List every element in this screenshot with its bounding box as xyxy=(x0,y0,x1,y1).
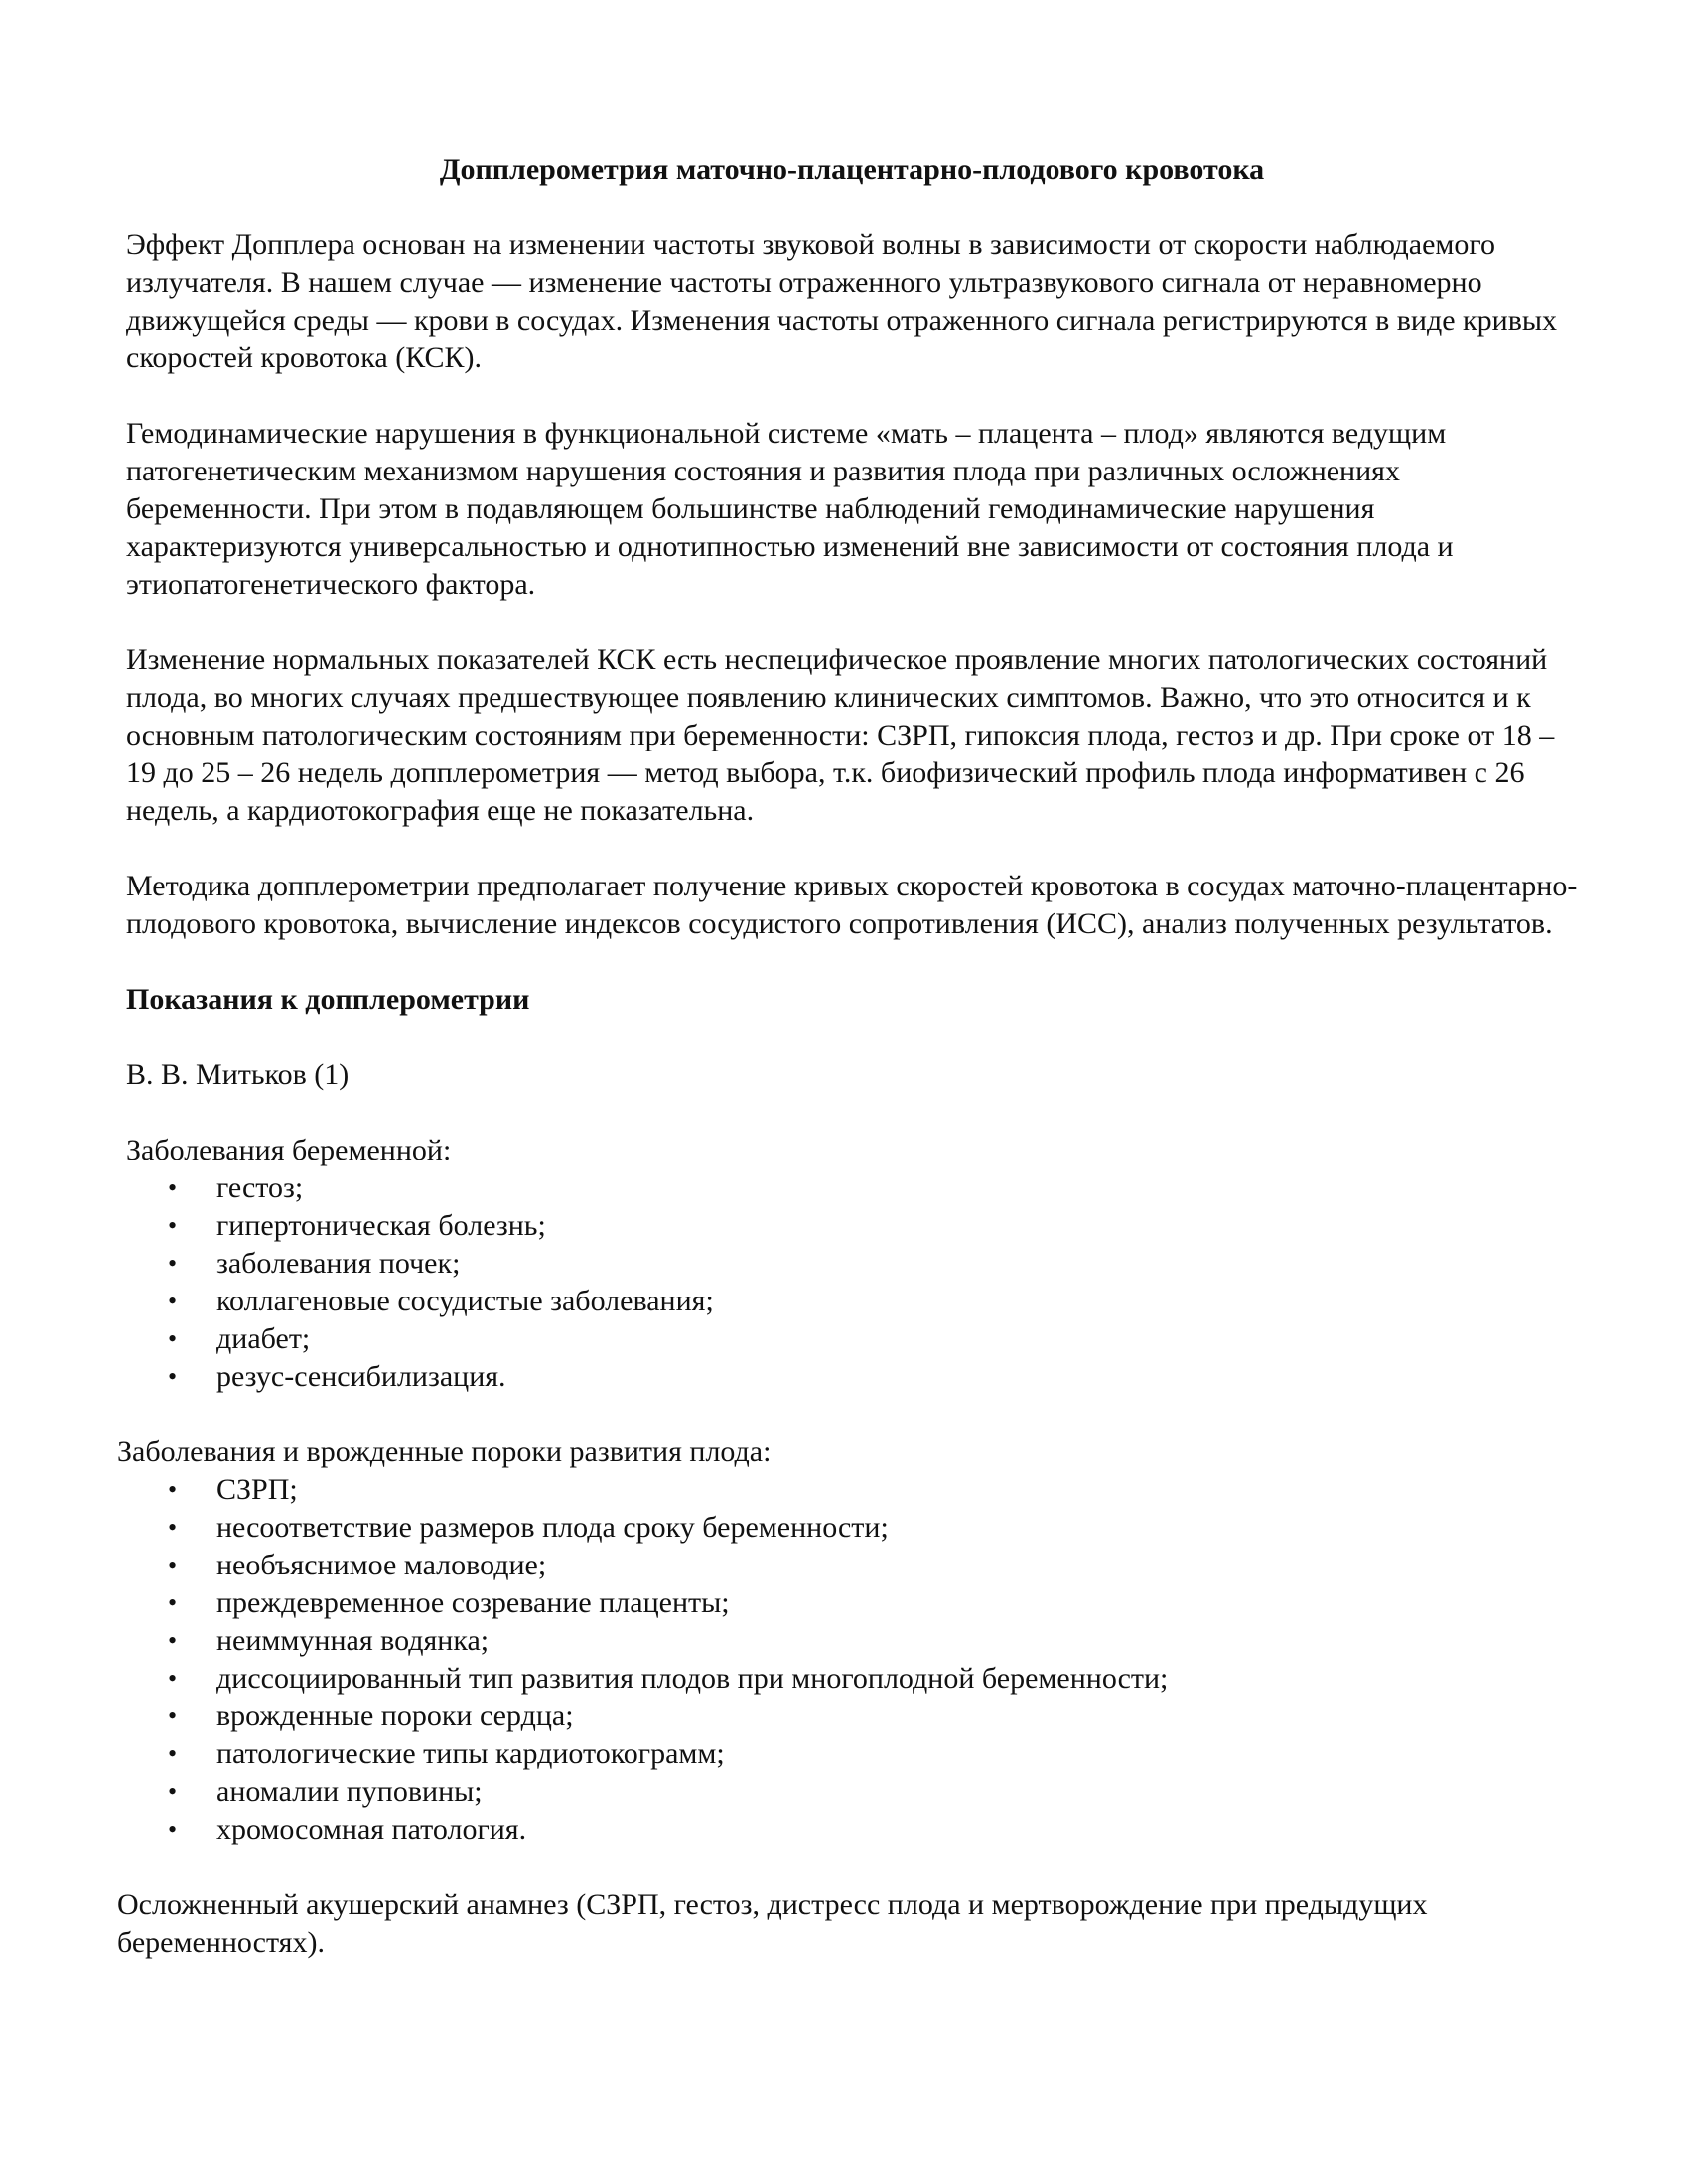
list-item xyxy=(117,1207,1587,1245)
list-item xyxy=(117,1547,1587,1584)
list-item xyxy=(117,1660,1587,1698)
bullet-icon: • xyxy=(168,1588,178,1617)
list-item-text: СЗРП; xyxy=(216,1473,298,1506)
list-item-text: хромосомная патология. xyxy=(216,1813,527,1845)
bullet-icon: • xyxy=(168,1249,178,1278)
fetal-list-intro: Заболевания и врожденные пороки развития плода: xyxy=(117,1435,772,1468)
list-item xyxy=(117,1735,1587,1773)
bullet-icon: • xyxy=(168,1626,178,1655)
maternal-list-intro: Заболевания беременной: xyxy=(126,1134,452,1166)
list-item-text: необъяснимое маловодие; xyxy=(216,1549,547,1581)
bullet-icon: • xyxy=(168,1475,178,1504)
bullet-icon: • xyxy=(168,1173,178,1202)
list-item xyxy=(117,1283,1587,1320)
bullet-icon: • xyxy=(168,1739,178,1768)
list-item-text: гестоз; xyxy=(216,1171,304,1204)
document-title: Допплерометрия маточно-плацентарно-плодового кровотока xyxy=(439,153,1265,186)
bullet-icon: • xyxy=(168,1513,178,1542)
list-item xyxy=(117,1509,1587,1547)
closing-paragraph: Осложненный акушерский анамнез (СЗРП, гестоз, дистресс плода и мертворождение при предыдущих беременностях). xyxy=(117,1888,1428,1959)
list-item xyxy=(117,1698,1587,1735)
list-item-text: патологические типы кардиотокограмм; xyxy=(216,1737,725,1770)
bullet-icon: • xyxy=(168,1324,178,1353)
author-reference: В. В. Митьков (1) xyxy=(126,1058,350,1091)
list-item xyxy=(117,1773,1587,1811)
list-item-text: врожденные пороки сердца; xyxy=(216,1700,574,1732)
paragraph-ksk-changes: Изменение нормальных показателей КСК есть неспецифическое проявление многих патологических состояний плода, во многих случаях предшествующее появлению клинических симптомов. Важно, что это относится и к основным патологическим состояниям при беременности: СЗРП, гипоксия плода, гестоз и др. При сроке от 18 – 19 до 25 – 26 недель допплерометрия — метод выбора, т.к. биофизический профиль плода информативен с 26 недель, а кардиотокография еще не показательна. xyxy=(126,643,1555,827)
bullet-icon: • xyxy=(168,1815,178,1843)
bullet-icon: • xyxy=(168,1287,178,1315)
paragraph-doppler-effect: Эффект Допплера основан на изменении частоты звуковой волны в зависимости от скорости наблюдаемого излучателя. В нашем случае — изменение частоты отраженного ультразвукового сигнала от неравномерно движущейся среды — крови в сосудах. Изменения частоты отраженного сигнала регистрируются в виде кривых скоростей кровотока (КСК). xyxy=(126,228,1558,374)
list-item xyxy=(117,1471,1587,1509)
bullet-icon: • xyxy=(168,1362,178,1391)
bullet-icon: • xyxy=(168,1777,178,1806)
list-item xyxy=(117,1811,1587,1848)
list-item xyxy=(117,1622,1587,1660)
fetal-diseases-list xyxy=(117,1471,1587,1848)
list-item-text: резус-сенсибилизация. xyxy=(216,1360,506,1393)
list-item-text: диабет; xyxy=(216,1322,311,1355)
list-item-text: несоответствие размеров плода сроку беременности; xyxy=(216,1511,889,1544)
bullet-icon: • xyxy=(168,1664,178,1693)
bullet-icon: • xyxy=(168,1702,178,1730)
indications-heading: Показания к допплерометрии xyxy=(126,983,530,1016)
list-item xyxy=(117,1320,1587,1358)
list-item-text: коллагеновые сосудистые заболевания; xyxy=(216,1285,714,1317)
list-item xyxy=(117,1169,1587,1207)
bullet-icon: • xyxy=(168,1551,178,1579)
list-item-text: преждевременное созревание плаценты; xyxy=(216,1586,730,1619)
document-page xyxy=(117,151,1587,1999)
list-item-text: заболевания почек; xyxy=(216,1247,461,1280)
maternal-diseases-list xyxy=(117,1169,1587,1396)
paragraph-method: Методика допплерометрии предполагает получение кривых скоростей кровотока в сосудах маточно-плацентарно-плодового кровотока, вычисление индексов сосудистого сопротивления (ИСС), анализ полученных результатов. xyxy=(126,870,1578,940)
list-item xyxy=(117,1245,1587,1283)
paragraph-hemodynamics: Гемодинамические нарушения в функциональной системе «мать – плацента – плод» являются ведущим патогенетическим механизмом нарушения состояния и развития плода при различных осложнениях беременности. При этом в подавляющем большинстве наблюдений гемодинамические нарушения характеризуются универсальностью и однотипностью изменений вне зависимости от состояния плода и этиопатогенетического фактора. xyxy=(126,417,1454,601)
list-item-text: неиммунная водянка; xyxy=(216,1624,490,1657)
bullet-icon: • xyxy=(168,1211,178,1240)
list-item-text: гипертоническая болезнь; xyxy=(216,1209,546,1242)
list-item xyxy=(117,1358,1587,1396)
list-item xyxy=(117,1584,1587,1622)
list-item-text: диссоциированный тип развития плодов при многоплодной беременности; xyxy=(216,1662,1169,1695)
list-item-text: аномалии пуповины; xyxy=(216,1775,483,1808)
